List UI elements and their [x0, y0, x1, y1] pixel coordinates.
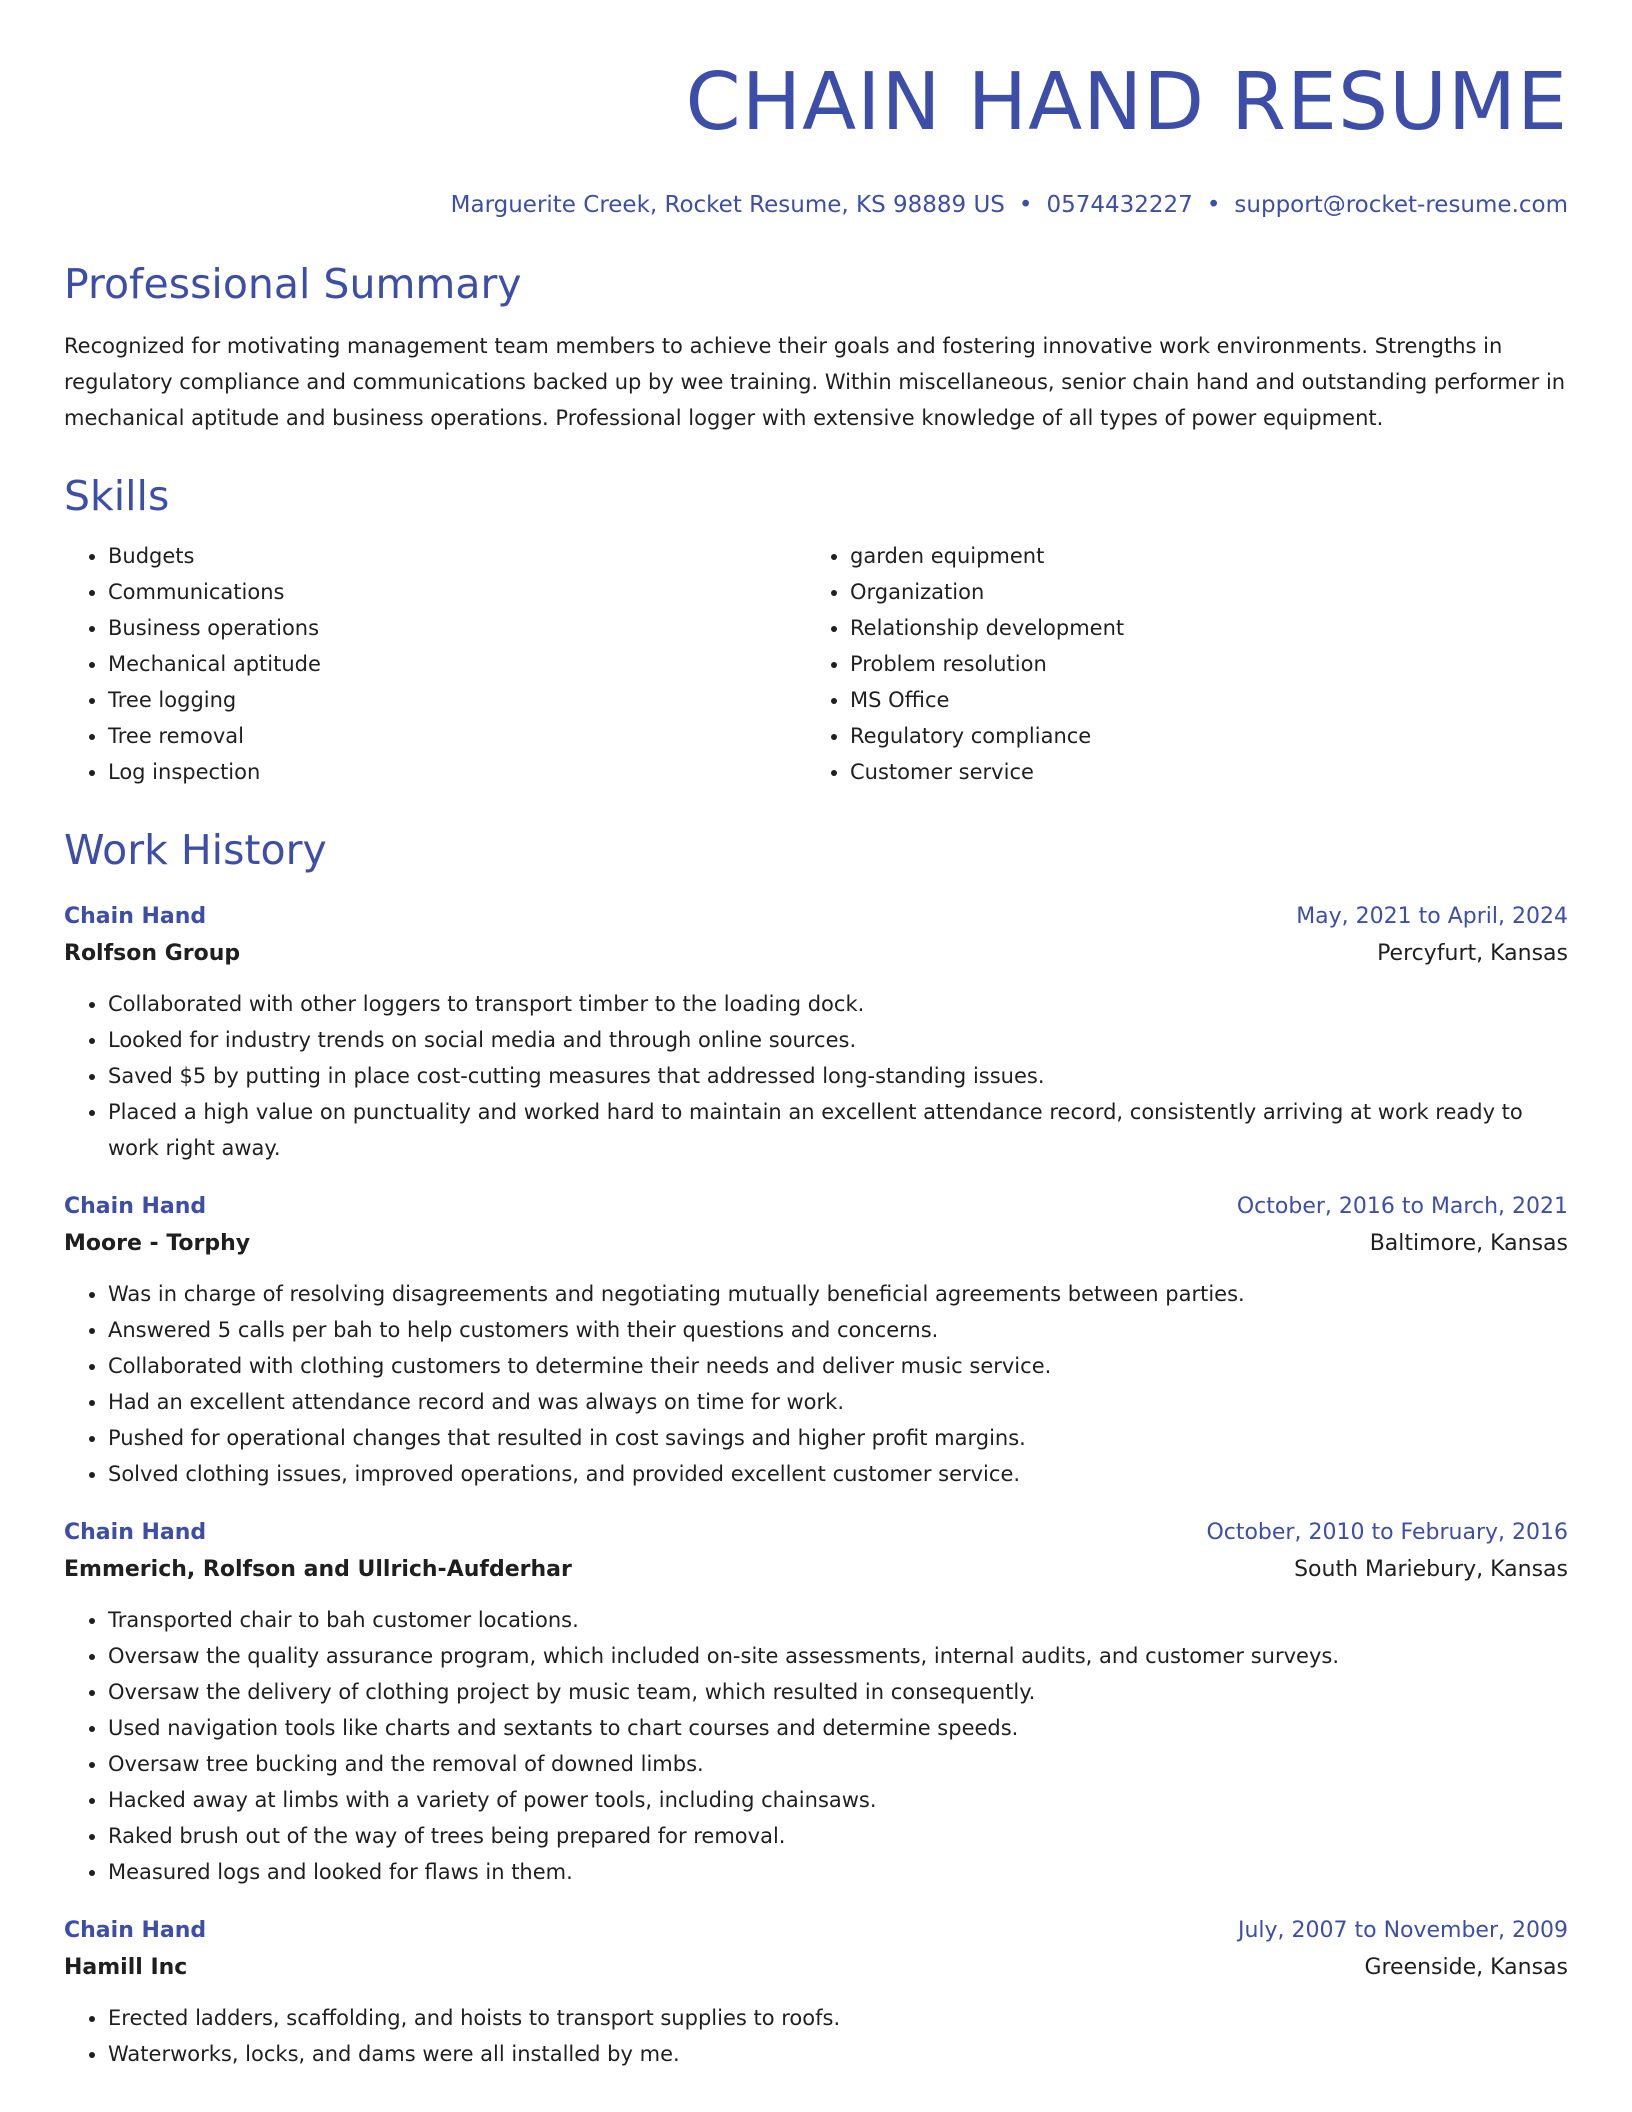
job-company-row [64, 934, 1568, 974]
job-entry [64, 1516, 1568, 1890]
job-bullet: • Collaborated with clothing customers to determine their needs and deliver music service. [108, 1348, 1568, 1384]
skill-item: • Budgets [108, 538, 806, 574]
job-bullet: • Measured logs and looked for flaws in them. [108, 1854, 1568, 1890]
job-header-row [64, 900, 1568, 934]
job-title: Chain Hand [64, 1520, 207, 1545]
job-bullet: • Used navigation tools like charts and sextants to chart courses and determine speeds. [108, 1710, 1568, 1746]
job-bullet: • Collaborated with other loggers to transport timber to the loading dock. [108, 986, 1568, 1022]
skills-column-left [64, 538, 806, 790]
job-company-row [64, 1224, 1568, 1264]
job-title: Chain Hand [64, 1194, 207, 1219]
skills-list [64, 538, 1568, 790]
job-bullet: • Placed a high value on punctuality and worked hard to maintain an excellent attendance record, consistently arriving at work ready to work right away. [108, 1094, 1568, 1166]
job-entry [64, 900, 1568, 1166]
job-dates: May, 2021 to April, 2024 [1296, 904, 1568, 929]
job-title: Chain Hand [64, 1918, 207, 1943]
job-company-row [64, 1948, 1568, 1988]
job-company-row [64, 1550, 1568, 1590]
job-bullet: • Was in charge of resolving disagreements and negotiating mutually beneficial agreements between parties. [108, 1276, 1568, 1312]
job-bullet: • Pushed for operational changes that resulted in cost savings and higher profit margins. [108, 1420, 1568, 1456]
skill-item: • Communications [108, 574, 806, 610]
job-location: Greenside, Kansas [1364, 1955, 1568, 1980]
job-header-row [64, 1516, 1568, 1550]
job-company: Emmerich, Rolfson and Ullrich-Aufderhar [64, 1557, 572, 1582]
summary-text: Recognized for motivating management team members to achieve their goals and fostering innovative work environments. Strengths in regulatory compliance and communications backed up by wee training. Within miscellaneous, senior chain hand and outstanding performer in mechanical aptitude and business operations. Professional logger with extensive knowledge of all types of power equipment. [64, 334, 1566, 430]
job-bullets [64, 1276, 1568, 1492]
job-entry [64, 1914, 1568, 2072]
job-bullet: • Transported chair to bah customer locations. [108, 1602, 1568, 1638]
skill-item: • Relationship development [850, 610, 1566, 646]
job-bullet: • Answered 5 calls per bah to help customers with their questions and concerns. [108, 1312, 1568, 1348]
skill-item: • Tree removal [108, 718, 806, 754]
skills-column-right [806, 538, 1566, 790]
job-location: Percyfurt, Kansas [1377, 941, 1568, 966]
job-bullet: • Solved clothing issues, improved operations, and provided excellent customer service. [108, 1456, 1568, 1492]
job-bullet: • Oversaw tree bucking and the removal of downed limbs. [108, 1746, 1568, 1782]
job-bullets [64, 1602, 1568, 1890]
contact-phone: 0574432227 [1046, 192, 1193, 218]
contact-line [64, 192, 1568, 218]
skills-heading: Skills [64, 472, 170, 520]
job-header-row [64, 1914, 1568, 1948]
work-history-list [64, 900, 1568, 2072]
resume-header [64, 0, 1568, 218]
contact-separator: • [1206, 192, 1221, 218]
job-bullets [64, 986, 1568, 1166]
job-bullet: • Hacked away at limbs with a variety of power tools, including chainsaws. [108, 1782, 1568, 1818]
job-company: Moore - Torphy [64, 1231, 251, 1256]
job-entry [64, 1190, 1568, 1492]
skill-item: • Customer service [850, 754, 1566, 790]
summary-heading: Professional Summary [64, 260, 522, 308]
contact-address: Marguerite Creek, Rocket Resume, KS 98889 US [450, 192, 1005, 218]
skill-item: • Problem resolution [850, 646, 1566, 682]
skill-item: • garden equipment [850, 538, 1566, 574]
job-bullets [64, 2000, 1568, 2072]
contact-separator: • [1018, 192, 1033, 218]
skill-item: • Regulatory compliance [850, 718, 1566, 754]
skill-item: • Mechanical aptitude [108, 646, 806, 682]
job-location: South Mariebury, Kansas [1294, 1557, 1568, 1582]
resume-title: CHAIN HAND RESUME [685, 56, 1568, 148]
job-company: Rolfson Group [64, 941, 241, 966]
skill-item: • Organization [850, 574, 1566, 610]
job-bullet: • Had an excellent attendance record and was always on time for work. [108, 1384, 1568, 1420]
job-bullet: • Raked brush out of the way of trees being prepared for removal. [108, 1818, 1568, 1854]
job-bullet: • Looked for industry trends on social media and through online sources. [108, 1022, 1568, 1058]
job-dates: October, 2016 to March, 2021 [1236, 1194, 1568, 1219]
skill-item: • Tree logging [108, 682, 806, 718]
job-title: Chain Hand [64, 904, 207, 929]
skill-item: • MS Office [850, 682, 1566, 718]
skill-item: • Business operations [108, 610, 806, 646]
job-dates: October, 2010 to February, 2016 [1206, 1520, 1568, 1545]
job-location: Baltimore, Kansas [1369, 1231, 1568, 1256]
job-bullet: • Erected ladders, scaffolding, and hoists to transport supplies to roofs. [108, 2000, 1568, 2036]
job-bullet: • Waterworks, locks, and dams were all installed by me. [108, 2036, 1568, 2072]
contact-email[interactable]: support@rocket-resume.com [1234, 192, 1568, 218]
work-history-heading: Work History [64, 826, 327, 874]
job-bullet: • Oversaw the quality assurance program, which included on-site assessments, internal audits, and customer surveys. [108, 1638, 1568, 1674]
job-header-row [64, 1190, 1568, 1224]
job-bullet: • Saved $5 by putting in place cost-cutting measures that addressed long-standing issues. [108, 1058, 1568, 1094]
job-company: Hamill Inc [64, 1955, 188, 1980]
skill-item: • Log inspection [108, 754, 806, 790]
job-dates: July, 2007 to November, 2009 [1237, 1918, 1568, 1943]
job-bullet: • Oversaw the delivery of clothing project by music team, which resulted in consequently. [108, 1674, 1568, 1710]
